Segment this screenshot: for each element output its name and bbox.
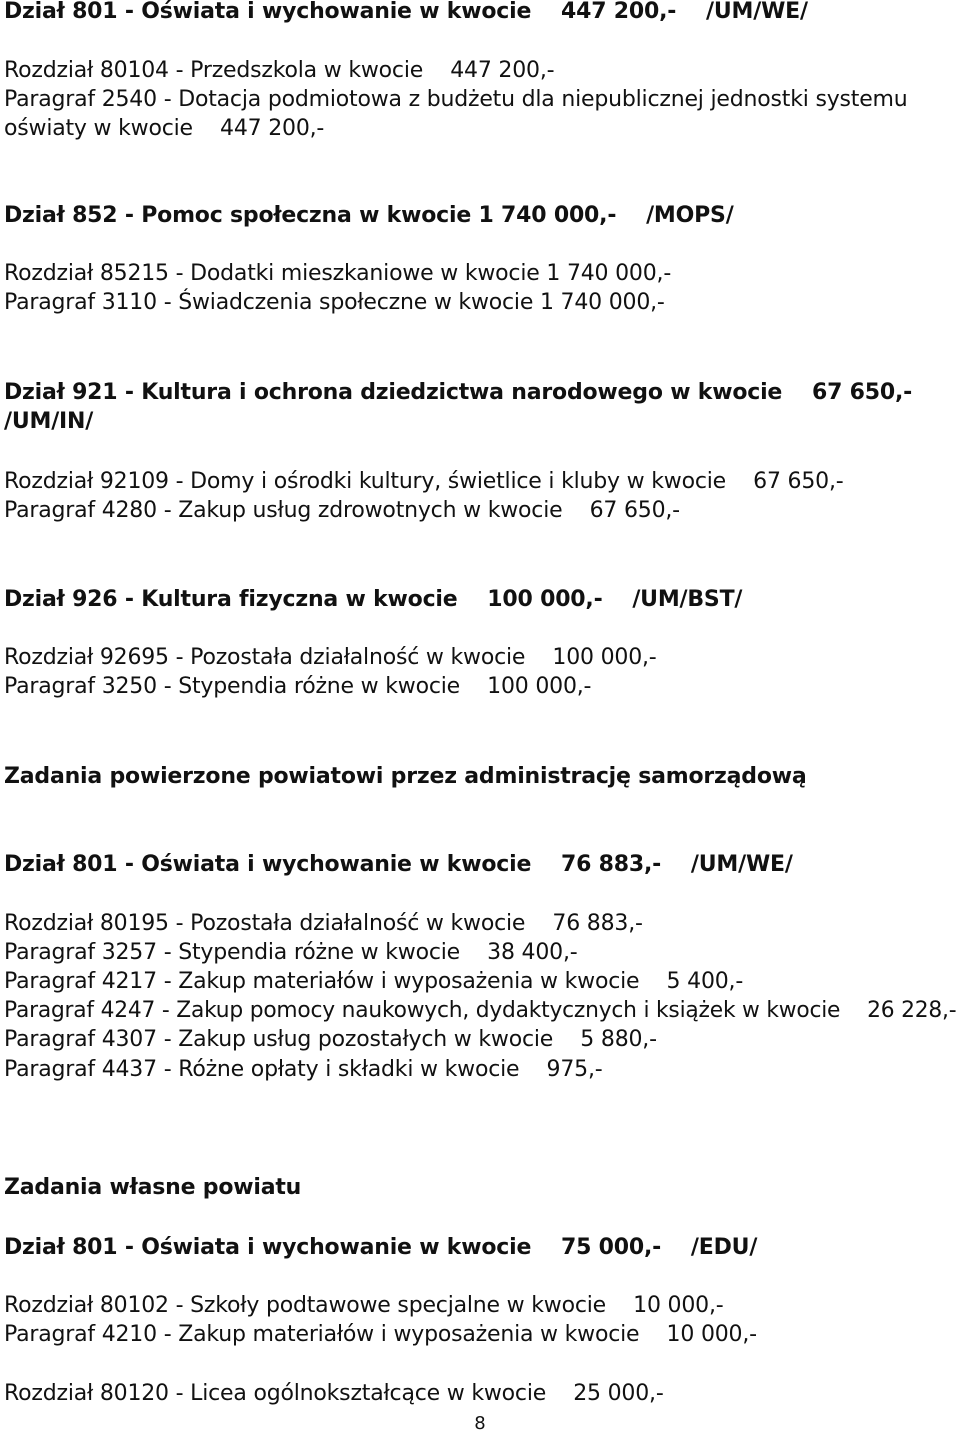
section-heading-dzial-921: Dział 921 - Kultura i ochrona dziedzictwa narodowego w kwocie 67 650,- xyxy=(4,380,913,405)
paragraf-line: Paragraf 3250 - Stypendia różne w kwocie 100 000,- xyxy=(4,674,592,699)
rozdzial-line: Rozdział 80195 - Pozostała działalność w kwocie 76 883,- xyxy=(4,911,643,936)
rozdzial-line: Rozdział 85215 - Dodatki mieszkaniowe w kwocie 1 740 000,- xyxy=(4,261,672,286)
paragraf-line: Paragraf 4437 - Różne opłaty i składki w kwocie 975,- xyxy=(4,1057,603,1082)
paragraf-line: Paragraf 3110 - Świadczenia społeczne w kwocie 1 740 000,- xyxy=(4,290,665,315)
rozdzial-line: Rozdział 80120 - Licea ogólnokształcące w kwocie 25 000,- xyxy=(4,1381,664,1406)
rozdzial-line: Rozdział 80104 - Przedszkola w kwocie 447 200,- xyxy=(4,58,555,83)
paragraf-line-continued: oświaty w kwocie 447 200,- xyxy=(4,116,325,141)
section-heading-dzial-801: Dział 801 - Oświata i wychowanie w kwocie 75 000,- /EDU/ xyxy=(4,1235,758,1260)
rozdzial-line: Rozdział 92109 - Domy i ośrodki kultury, świetlice i kluby w kwocie 67 650,- xyxy=(4,469,844,494)
section-heading-dzial-926: Dział 926 - Kultura fizyczna w kwocie 100 000,- /UM/BST/ xyxy=(4,587,743,612)
section-heading-continued: /UM/IN/ xyxy=(4,409,94,434)
section-heading-dzial-852: Dział 852 - Pomoc społeczna w kwocie 1 740 000,- /MOPS/ xyxy=(4,203,734,228)
section-heading-dzial-801: Dział 801 - Oświata i wychowanie w kwocie 76 883,- /UM/WE/ xyxy=(4,852,793,877)
paragraf-line: Paragraf 4280 - Zakup usług zdrowotnych w kwocie 67 650,- xyxy=(4,498,680,523)
rozdzial-line: Rozdział 92695 - Pozostała działalność w kwocie 100 000,- xyxy=(4,645,657,670)
heading-zadania-wlasne: Zadania własne powiatu xyxy=(4,1175,302,1200)
paragraf-line: Paragraf 4217 - Zakup materiałów i wyposażenia w kwocie 5 400,- xyxy=(4,969,744,994)
page-number: 8 xyxy=(474,1413,486,1434)
section-heading-dzial-801: Dział 801 - Oświata i wychowanie w kwocie 447 200,- /UM/WE/ xyxy=(4,0,808,24)
paragraf-line: Paragraf 4247 - Zakup pomocy naukowych, dydaktycznych i książek w kwocie 26 228,- xyxy=(4,998,957,1023)
paragraf-line: Paragraf 4210 - Zakup materiałów i wyposażenia w kwocie 10 000,- xyxy=(4,1322,757,1347)
paragraf-line: Paragraf 2540 - Dotacja podmiotowa z budżetu dla niepublicznej jednostki systemu xyxy=(4,87,908,112)
heading-zadania-powierzone: Zadania powierzone powiatowi przez administrację samorządową xyxy=(4,764,807,789)
paragraf-line: Paragraf 3257 - Stypendia różne w kwocie 38 400,- xyxy=(4,940,578,965)
paragraf-line: Paragraf 4307 - Zakup usług pozostałych w kwocie 5 880,- xyxy=(4,1027,657,1052)
rozdzial-line: Rozdział 80102 - Szkoły podtawowe specjalne w kwocie 10 000,- xyxy=(4,1293,724,1318)
